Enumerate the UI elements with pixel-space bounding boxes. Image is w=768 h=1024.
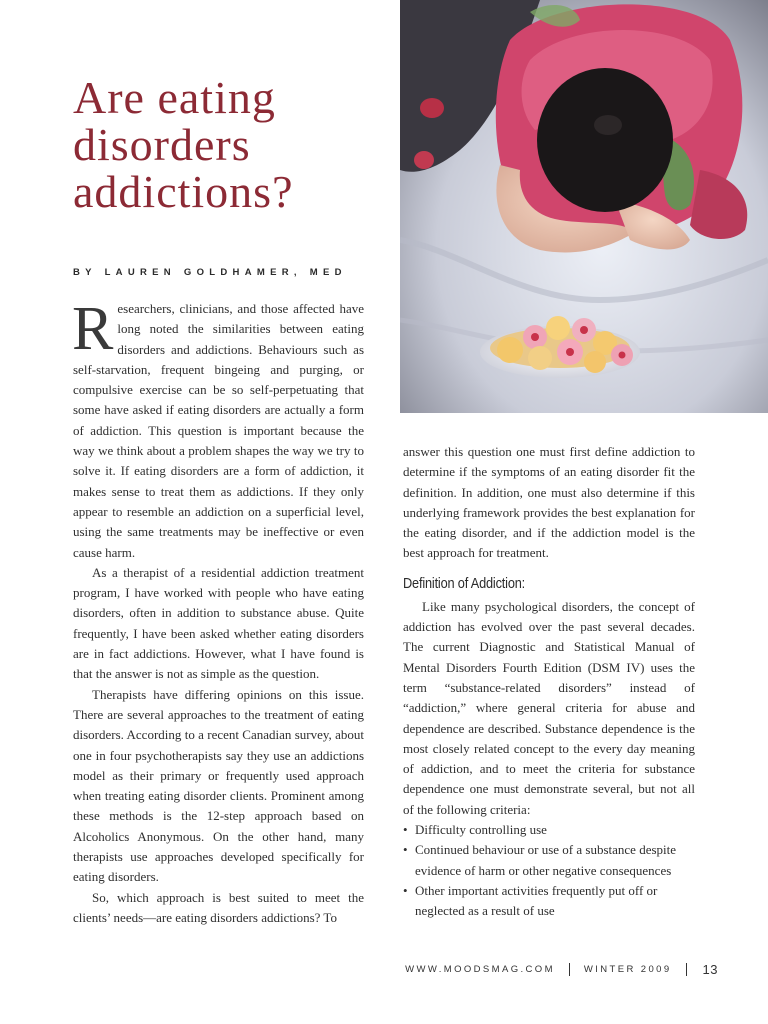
byline: BY LAUREN GOLDHAMER, MED (73, 267, 347, 278)
paragraph-intro (72, 295, 364, 563)
body-column-right (403, 442, 695, 922)
paragraph: Like many psychological disorders, the concept of addiction has evolved over the past several decades. The current Diagnostic and Statistical Manual of Mental Disorders Fourth Edition (DSM IV) uses the term “substance-related disorders” instead of “addiction,” where general criteria for abuse and dependence are described. Substance dependence is the most closely related concept to the every day meaning of addiction, and to meet the criteria for substance dependence one must demonstrate several, but not all of the following criteria: (403, 598, 695, 817)
criteria-list (403, 820, 695, 921)
article-title (73, 74, 393, 215)
list-item (403, 820, 695, 840)
footer-divider (569, 963, 570, 976)
paragraph: answer this question one must first define addiction to determine if the symptoms of an eating disorder fit the definition. In addition, one must also determine if this underlying framework provides the best explanation for the eating disorder, and if the addiction model is the best approach for treatment. (403, 444, 695, 561)
paragraph-intro-text: esearchers, clinicians, and those affected have long noted the similarities between eating disorders and addictions. Behaviours such as self-starvation, frequent bingeing and purging, or compulsive exercise can be so self-perpetuating that some have asked if eating disorders are actually a form of addiction. This question is important because the way we think about a problem shapes the way we try to solve it. If eating disorders are a form of addiction, it makes sense to treat them as addictions. If they only appear to resemble an addiction on a superficial level, using the same treatments may be ineffective or even cause harm. (73, 301, 364, 560)
title-line-3: addictions? (73, 166, 294, 217)
bullet-icon: • (403, 842, 408, 858)
drop-cap: R (72, 295, 114, 363)
footer-issue: WINTER 2009 (583, 964, 672, 975)
article-photo (400, 0, 768, 413)
footer-divider (686, 963, 687, 976)
list-item-text: Continued behaviour or use of a substance despite evidence of harm or other negative consequences (415, 842, 677, 878)
bullet-icon: • (403, 822, 408, 838)
list-item-text: Difficulty controlling use (415, 822, 547, 838)
title-line-2: disorders (73, 119, 251, 170)
body-column-left (72, 295, 364, 928)
list-item (403, 840, 695, 881)
list-item (403, 881, 695, 922)
page-footer (405, 962, 718, 977)
footer-site: WWW.MOODSMAG.COM (405, 964, 555, 975)
paragraph: So, which approach is best suited to meet the clients’ needs—are eating disorders addictions? To (73, 889, 364, 925)
page-number: 13 (702, 962, 718, 977)
paragraph: Therapists have differing opinions on this issue. There are several approaches to the treatment of eating disorders. According to a recent Canadian survey, about one in four psychotherapists say they use an addictions model as their primary or frequently used approach when treating eating disorder clients. Prominent among these methods is the 12-step approach based on Alcoholics Anonymous. On the other hand, many therapists use approaches developed specifically for eating disorders. (73, 686, 364, 885)
bullet-icon: • (403, 882, 408, 898)
list-item-text: Other important activities frequently put off or neglected as a result of use (415, 882, 658, 919)
section-heading: Definition of Addiction: (403, 575, 526, 592)
title-line-1: Are eating (73, 72, 276, 123)
paragraph: As a therapist of a residential addiction treatment program, I have worked with people who have eating disorders, often in addition to substance abuse. Quite frequently, I have been asked whether eating disorders are in fact addictions. However, what I have found is that the answer is not as simple as the question. (73, 564, 364, 682)
